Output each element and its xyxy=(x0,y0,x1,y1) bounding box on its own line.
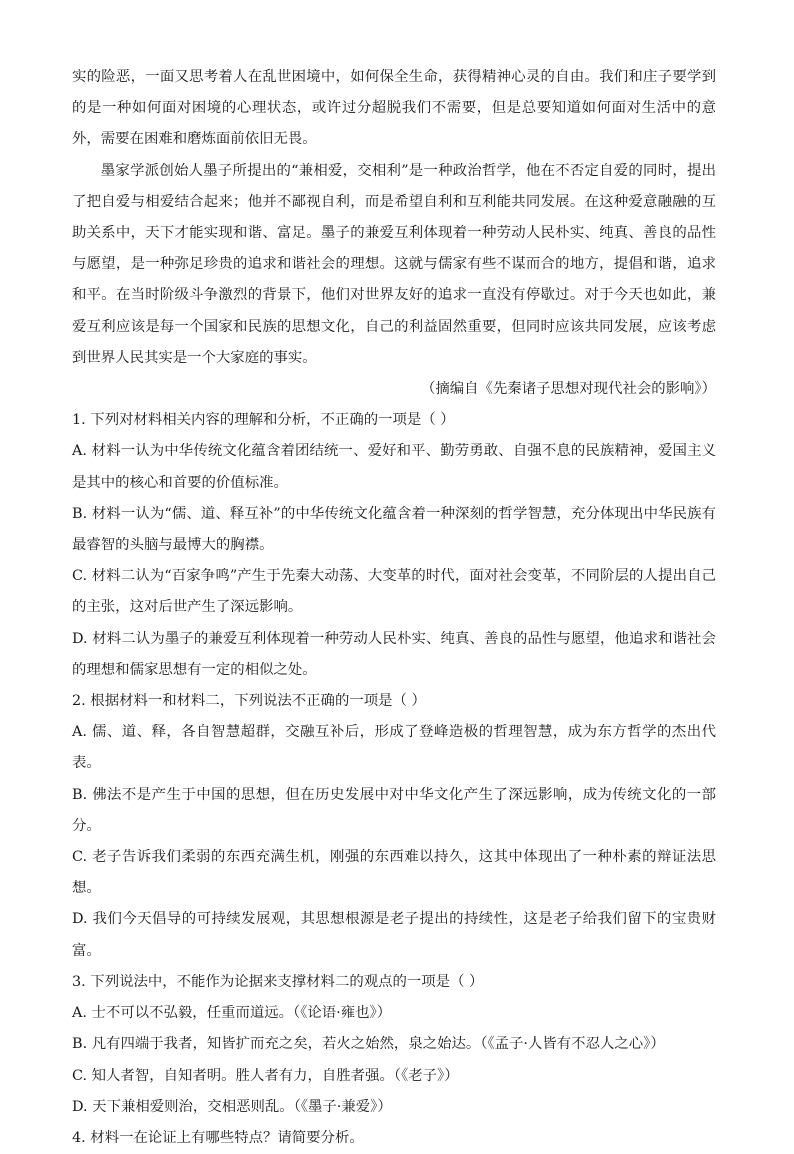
question-2-stem: 2. 根据材料一和材料二，下列说法不正确的一项是（ ） xyxy=(72,693,426,710)
question-2-option-b: B. 佛法不是产生于中国的思想，但在历史发展中对中华文化产生了深远影响，成为传统文化的一部分。 xyxy=(72,786,716,834)
question-1-option-c: C. 材料二认为“百家争鸣”产生于先秦大动荡、大变革的时代，面对社会变革，不同阶层的人提出自己的主张，这对后世产生了深远影响。 xyxy=(72,568,716,616)
question-1-option-a: A. 材料一认为中华传统文化蕴含着团结统一、爱好和平、勤劳勇敢、自强不息的民族精神，爱国主义是其中的核心和首要的价值标准。 xyxy=(72,443,716,491)
question-3-option-c: C. 知人者智，自知者明。胜人者有力，自胜者强。（《老子》） xyxy=(72,1067,459,1084)
document-page xyxy=(72,62,716,1154)
question-4 xyxy=(72,1123,716,1154)
question-3-option-b: B. 凡有四端于我者，知皆扩而充之矣，若火之始然，泉之始达。（《孟子·人皆有不忍人之心》） xyxy=(72,1036,665,1053)
question-2-option-d: D. 我们今天倡导的可持续发展观，其思想根源是老子提出的持续性，这是老子给我们留下的宝贵财富。 xyxy=(72,911,716,959)
question-1 xyxy=(72,405,716,686)
question-3 xyxy=(72,967,716,1123)
paragraph-zhuangzi: 实的险恶，一面又思考着人在乱世困境中，如何保全生命，获得精神心灵的自由。我们和庄子要学到的是一种如何面对困境的心理状态，或许过分超脱我们不需要，但是总要知道如何面对生活中的意外，需要在困难和磨炼面前依旧无畏。 xyxy=(72,69,716,148)
question-2-option-a: A. 儒、道、释，各自智慧超群，交融互补后，形成了登峰造极的哲理智慧，成为东方哲学的杰出代表。 xyxy=(72,724,716,772)
question-3-option-d: D. 天下兼相爱则治，交相恶则乱。（《墨子·兼爱》） xyxy=(72,1098,392,1115)
question-3-option-a: A. 士不可以不弘毅，任重而道远。（《论语·雍也》） xyxy=(72,1005,392,1022)
source-citation: （摘编自《先秦诸子思想对现代社会的影响》） xyxy=(420,381,716,398)
question-1-option-b: B. 材料一认为“儒、道、释互补”的中华传统文化蕴含着一种深刻的哲学智慧，充分体现出中华民族有最睿智的头脑与最博大的胸襟。 xyxy=(72,505,716,554)
question-3-stem: 3. 下列说法中，不能作为论据来支撑材料二的观点的一项是（ ） xyxy=(72,973,484,990)
question-2-option-c: C. 老子告诉我们柔弱的东西充满生机，刚强的东西难以持久，这其中体现出了一种朴素的辩证法思想。 xyxy=(72,849,716,897)
question-1-option-d: D. 材料二认为墨子的兼爱互利体现着一种劳动人民朴实、纯真、善良的品性与愿望，他追求和谐社会的理想和儒家思想有一定的相似之处。 xyxy=(72,630,716,678)
question-1-stem: 1. 下列对材料相关内容的理解和分析，不正确的一项是（ ） xyxy=(72,412,455,429)
paragraph-mozi: 墨家学派创始人墨子所提出的“兼相爱，交相利”是一种政治哲学，他在不否定自爱的同时，提出了把自爱与相爱结合起来；他并不鄙视自利，而是希望自利和互利能共同发展。在这种爱意融融的互助关系中，天下才能实现和谐、富足。墨子的兼爱互利体现着一种劳动人民朴实、纯真、善良的品性与愿望，是一种弥足珍贵的追求和谐社会的理想。这就与儒家有些不谋而合的地方，提倡和谐，追求和平。在当时阶级斗争激烈的背景下，他们对世界友好的追求一直没有停歇过。对于今天也如此，兼爱互利应该是每一个国家和民族的思想文化，自己的利益固然重要，但同时应该共同发展，应该考虑到世界人民其实是一个大家庭的事实。 xyxy=(72,162,716,366)
question-2 xyxy=(72,686,716,967)
question-4-stem: 4. 材料一在论证上有哪些特点？请简要分析。 xyxy=(72,1129,364,1146)
